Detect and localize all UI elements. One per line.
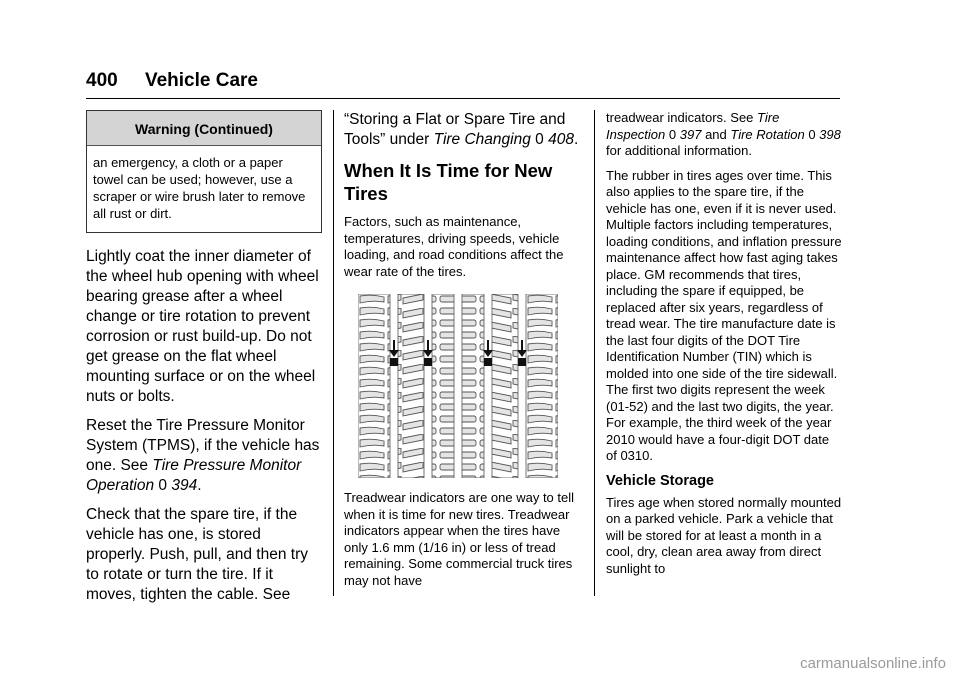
tire-inspection-link[interactable]: Tire Inspection [606, 110, 780, 142]
tire-aging-paragraph: The rubber in tires ages over time. This also applies to the spare tire, if the vehicle has one, even if it is never used. Multiple factors including temperatures, loading conditions, and inflation pressure maintenance affect how fast aging takes place. GM recommends that tires, including the spare if equipped, be replaced after six years, regardless of tread wear. The tire manufacture date is the last four digits of the DOT Tire Identification Number (TIN) which is molded into one side of the tire sidewall. The first two digits represent the week (01-52) and the last two digits, the year. For example, the third week of the year 2010 would have a four-digit DOT date of 0310. [606, 167, 842, 463]
tire-rotation-page-ref[interactable]: 398 [819, 126, 841, 142]
section-title: Vehicle Care [144, 70, 259, 91]
column-3 [606, 110, 842, 585]
column-separator-2 [594, 110, 595, 596]
new-tires-heading: When It Is Time for New Tires [344, 160, 553, 204]
tire-rotation-link[interactable]: Tire Rotation [730, 126, 805, 142]
tread-rib [432, 294, 454, 478]
continued-text: “Storing a Flat or Spare Tire and Tools” under [344, 111, 566, 148]
warning-title: Warning (Continued) [87, 111, 321, 146]
tire-inspection-page-ref[interactable]: 397 [679, 126, 702, 142]
tread-rib [462, 294, 484, 478]
tread-rib [492, 294, 518, 478]
page-ref-arrow-icon: 0 [808, 126, 816, 142]
tpms-period: . [197, 477, 202, 494]
and-text: and [701, 126, 731, 142]
tpms-page-ref[interactable]: 394 [171, 477, 198, 494]
page-ref-arrow-icon: 0 [535, 131, 544, 148]
tread-rib [358, 294, 390, 478]
column-separator-1 [333, 110, 334, 596]
treadwear-bar [424, 358, 432, 366]
spare-tire-paragraph: Check that the spare tire, if the vehicle has one, is stored properly. Push, pull, and then try to rotate or turn the tire. If it moves, tighten the cable. See [86, 506, 309, 603]
treadwear-bar [484, 358, 492, 366]
header-rule [86, 98, 840, 99]
treadwear-indicator-illustration [358, 294, 558, 478]
tread-rib [398, 294, 424, 478]
tire-changing-page-ref[interactable]: 408 [548, 131, 574, 148]
page-ref-arrow-icon: 0 [158, 477, 168, 494]
warning-text: an emergency, a cloth or a paper towel can be used; however, use a scraper or wire brush later to remove all rust or dirt. [93, 155, 306, 221]
vehicle-storage-heading: Vehicle Storage [606, 472, 714, 489]
continued-paragraph [344, 110, 580, 150]
indicator-arrow-icon [389, 340, 399, 357]
column-2 [344, 110, 580, 597]
treadwear-caption: Treadwear indicators are one way to tell when it is time for new tires. Treadwear indicators appear when the tires have only 1.6 mm (1/16 in) or less of tread remaining. Some commercial truck tires may not have [344, 490, 575, 588]
warning-box [86, 110, 322, 233]
tread-rib [526, 294, 558, 478]
treadwear-bar [518, 358, 526, 366]
treadwear-bar [390, 358, 398, 366]
continued-period: . [573, 131, 579, 148]
page-number: 400 [86, 70, 118, 91]
additional-info-text: for additional information. [606, 143, 752, 158]
page-header [86, 70, 258, 92]
indicator-arrow-icon [483, 340, 493, 357]
tpms-paragraph [86, 416, 322, 496]
column-1 [86, 110, 322, 614]
treadwear-continued-text: treadwear indicators. See [606, 110, 758, 125]
tire-changing-link[interactable]: Tire Changing [433, 131, 531, 148]
tpms-text: Reset the Tire Pressure Monitor System (TPMS), if the vehicle has one. See [86, 417, 320, 474]
page-ref-arrow-icon: 0 [668, 126, 677, 142]
indicator-arrow-icon [423, 340, 433, 357]
watermark[interactable]: carmanualsonline.info [800, 655, 946, 672]
indicator-arrow-icon [517, 340, 527, 357]
treadwear-continued-paragraph [606, 110, 842, 160]
wear-factors-paragraph: Factors, such as maintenance, temperatures, driving speeds, vehicle loading, and road conditions affect the wear rate of the tires. [344, 214, 564, 279]
hub-grease-paragraph: Lightly coat the inner diameter of the wheel hub opening with wheel bearing grease after a wheel change or tire rotation to prevent corrosion or rust build-up. Do not get grease on the flat wheel mounting surface or on the wheel nuts or bolts. [86, 248, 319, 405]
vehicle-storage-paragraph: Tires age when stored normally mounted on a parked vehicle. Park a vehicle that will be stored for at least a month in a cool, dry, clean area away from direct sunlight to [606, 494, 842, 576]
tpms-link[interactable]: Tire Pressure Monitor Operation [86, 457, 302, 494]
